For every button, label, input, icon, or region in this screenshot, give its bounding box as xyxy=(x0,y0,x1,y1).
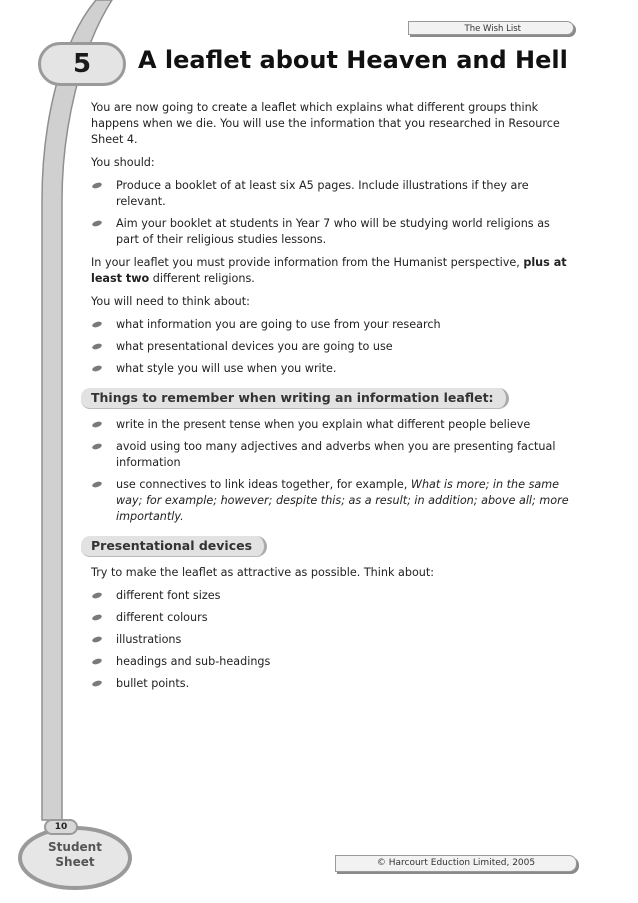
list-item: Aim your booklet at students in Year 7 who will be studying world religions as part of their religious studies lessons. xyxy=(91,216,571,248)
list-item: different font sizes xyxy=(91,588,571,604)
list-item: what information you are going to use from your research xyxy=(91,317,571,333)
bullet-icon xyxy=(91,365,102,373)
list-item: write in the present tense when you explain what different people believe xyxy=(91,417,571,433)
bullet-icon xyxy=(91,614,102,622)
page-number: 10 xyxy=(44,819,78,835)
book-title-tab: The Wish List xyxy=(408,21,574,35)
list-item: Produce a booklet of at least six A5 pages. Include illustrations if they are relevant. xyxy=(91,178,571,210)
page-title: A leaflet about Heaven and Hell xyxy=(138,46,568,74)
you-should-list xyxy=(91,178,571,248)
sheet-content xyxy=(91,100,571,699)
bullet-icon xyxy=(91,421,102,429)
think-about-list xyxy=(91,317,571,377)
sheet-number-badge: 5 xyxy=(38,42,126,86)
bullet-icon xyxy=(91,481,102,489)
bullet-icon xyxy=(91,680,102,688)
copyright-tab: © Harcourt Eduction Limited, 2005 xyxy=(335,855,577,872)
bullet-icon xyxy=(91,636,102,644)
bullet-icon xyxy=(91,321,102,329)
devices-heading: Presentational devices xyxy=(81,536,267,557)
devices-intro: Try to make the leaflet as attractive as possible. Think about: xyxy=(91,566,435,579)
bullet-icon xyxy=(91,182,102,190)
bullet-icon xyxy=(91,220,102,228)
list-item: illustrations xyxy=(91,632,571,648)
list-item: headings and sub-headings xyxy=(91,654,571,670)
remember-list xyxy=(91,417,571,525)
bullet-icon xyxy=(91,592,102,600)
list-item: what presentational devices you are going to use xyxy=(91,339,571,355)
list-item: bullet points. xyxy=(91,676,571,692)
perspective-paragraph: In your leaflet you must provide information from the Humanist perspective, plus at least two different religions. xyxy=(91,256,567,285)
list-item: avoid using too many adjectives and adverbs when you are presenting factual information xyxy=(91,439,571,471)
list-item: different colours xyxy=(91,610,571,626)
student-sheet-label: Student Sheet xyxy=(48,840,102,869)
remember-heading: Things to remember when writing an information leaflet: xyxy=(81,388,509,409)
list-item: what style you will use when you write. xyxy=(91,361,571,377)
list-item: use connectives to link ideas together, for example, What is more; in the same way; for example; however; despite this; as a result; in addition; above all; more importantly. xyxy=(91,477,571,525)
devices-list xyxy=(91,588,571,692)
bullet-icon xyxy=(91,343,102,351)
you-should-label: You should: xyxy=(91,156,155,169)
intro-paragraph: You are now going to create a leaflet which explains what different groups think happens when we die. You will use the information that you researched in Resource Sheet 4. xyxy=(91,101,560,146)
connectives-examples: What is more; in the same way; for example; however; despite this; as a result; in addition; above all; more importantly. xyxy=(116,478,569,523)
think-about-label: You will need to think about: xyxy=(91,295,250,308)
bullet-icon xyxy=(91,658,102,666)
bullet-icon xyxy=(91,443,102,451)
